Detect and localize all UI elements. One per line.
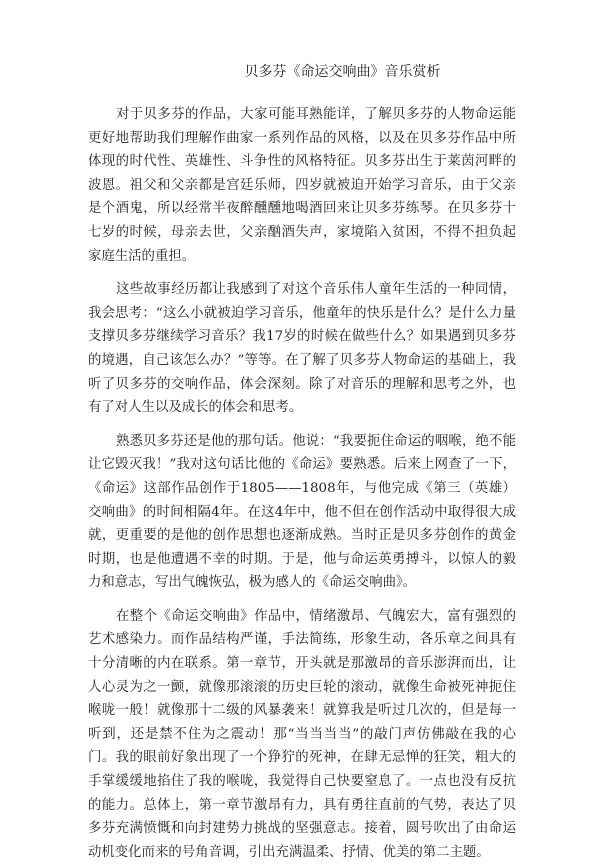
paragraph-2: 这些故事经历都让我感到了对这个音乐伟人童年生活的一种同情，我会思考：“这么小就被迫学习音乐，他童年的快乐是什么？是什么力量支撑贝多芬继续学习音乐？我17岁的时候在做些什么？如果遇到贝多芬的境遇，自己该怎么办？”等等。在了解了贝多芬人物命运的基础上，我听了贝多芬的交响作品，体会深刻。除了对音乐的理解和思考之外，也有了对人生以及成长的体会和思考。	[88, 282, 516, 416]
page-title: 贝多芬《命运交响曲》音乐赏析	[244, 64, 441, 80]
paragraph-1: 对于贝多芬的作品，大家可能耳熟能详，了解贝多芬的人物命运能更好地帮助我们理解作曲家一系列作品的风格，以及在贝多芬作品中所体现的时代性、英雄性、斗争性的风格特征。贝多芬出生于莱茵河畔的波恩。祖父和父亲都是宫廷乐师，四岁就被迫开始学习音乐，由于父亲是个酒鬼，所以经常半夜醉醺醺地喝酒回来让贝多芬练琴。在贝多芬十七岁的时候，母亲去世，父亲酗酒失声，家境陷入贫困，不得不担负起家庭生活的重担。	[88, 107, 516, 264]
paragraph-3: 熟悉贝多芬还是他的那句话。他说：“我要扼住命运的咽喉，绝不能让它毁灭我！”我对这句话比他的《命运》要熟悉。后来上网查了一下，《命运》这部作品创作于1805——1808年，与他完成《第三（英雄）交响曲》的时间相隔4年。在这4年中，他不但在创作活动中取得很大成就，更重要的是他的创作思想也逐渐成熟。当时正是贝多芬创作的黄金时期，也是他遭遇不幸的时期。于是，他与命运英勇搏斗，以惊人的毅力和意志，写出气魄恢弘，极为感人的《命运交响曲》。	[88, 433, 516, 591]
paragraph-4: 在整个《命运交响曲》作品中，情绪激昂、气魄宏大，富有强烈的艺术感染力。而作品结构严谨，手法简练，形象生动，各乐章之间具有十分清晰的内在联系。第一章节，开头就是那激昂的音乐澎湃而出，让人心灵为之一颤，就像那滚滚的历史巨轮的滚动，就像生命被死神扼住喉咙一般！就像那十二级的风暴袭来！就算我是听过几次的，但是每一听到，还是禁不住为之震动！那“当当当当”的敲门声仿佛敲在我的心门。我的眼前好象出现了一个狰狞的死神，在肆无忌惮的狂笑，粗大的手掌缓缓地掐住了我的喉咙，我觉得自己快要窒息了。一点也没有反抗的能力。总体上，第一章节激昂有力，具有勇往直前的气势，表达了贝多芬充满愤慨和向封建势力挑战的坚强意志。接着，圆号吹出了由命运动机变化而来的号角音调，引出充满温柔、抒情、优美的第二主题。	[88, 608, 516, 860]
document-body	[88, 103, 516, 864]
